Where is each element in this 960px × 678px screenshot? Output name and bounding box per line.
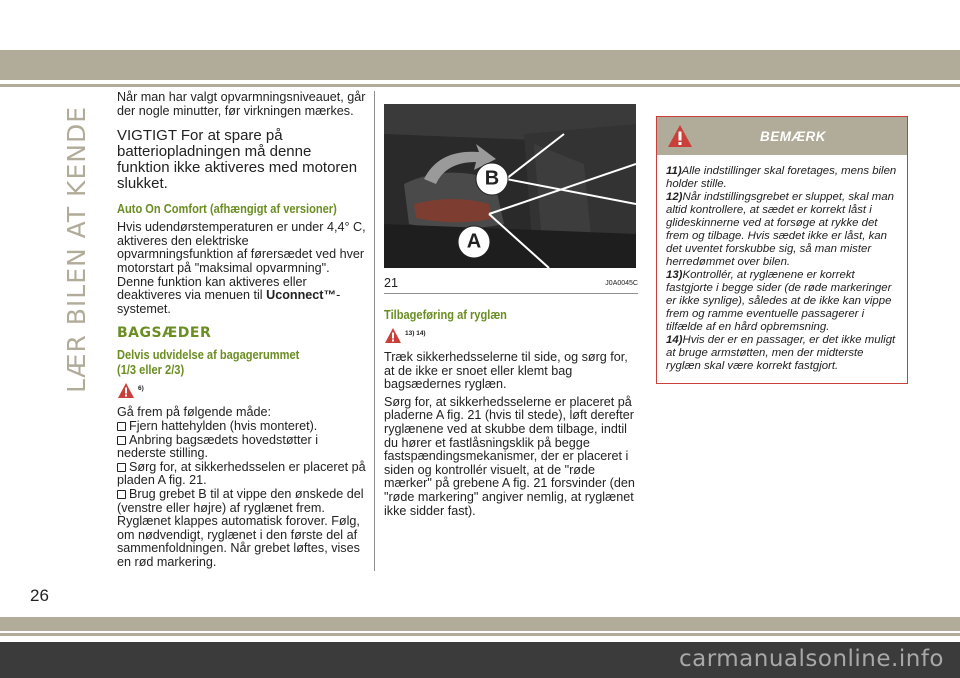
step-item — [117, 420, 367, 434]
note-item — [666, 269, 897, 334]
auto-on-comfort-heading: Auto On Comfort (afhængigt af versioner) — [117, 202, 337, 217]
note-item-text: Alle indstillinger skal foretages, mens bilen holder stille. — [666, 165, 897, 190]
figure-label-b: B — [484, 167, 500, 190]
note-item-text: Kontrollér, at ryglænene er korrekt fastgjorte i begge sider (de røde markeringer er ikke synlige), således at de ikke kan vippe frem og ramme eventuelle passagerer i tilfælde af en hård opbremsning. — [666, 269, 892, 333]
note-item-number: 12) — [666, 191, 683, 203]
watermark: carmanualsonline.info — [678, 646, 944, 672]
figure-number: 21 — [384, 276, 399, 290]
top-decor-bar — [0, 50, 960, 80]
bottom-decor-line — [0, 633, 960, 636]
note-item — [666, 334, 897, 373]
column-left — [117, 91, 367, 569]
auto-on-comfort-text — [117, 221, 367, 316]
backrest-para-2: Sørg for, at sikkerhedsselerne er placeret på pladerne A fig. 21 (hvis til stede), løft derefter ryglænene ved at skubbe dem tilbage, indtil du hører et fastlåsningsklik på begge fastspændingsmekanismer, der er placeret i siden og kontrollér visuelt, at de "røde mærker" på grebene A fig. 21 forsvinder (den "røde markering" angiver nemlig, at ryglænet ikke sidder fast). — [384, 394, 635, 518]
note-item — [666, 191, 897, 269]
intro-paragraph: Når man har valgt opvarmningsniveauet, går der nogle minutter, før virkningen mærkes. — [117, 90, 366, 118]
figure-label-a: A — [466, 230, 482, 253]
step-item — [117, 461, 367, 488]
warning-ref-number: 13) 14) — [405, 330, 426, 337]
auto-text-post: -systemet. — [117, 288, 341, 316]
page-number: 26 — [30, 586, 49, 605]
section-heading-rear-seats: BAGSÆDER — [117, 325, 212, 342]
warning-ref-number: 6) — [138, 385, 144, 393]
step-text: Sørg for, at sikkerhedsselen er placeret på pladen A fig. 21. — [117, 459, 366, 488]
note-item — [666, 165, 897, 191]
step-text: Anbring bagsædets hovedstøtter i nederste stilling. — [117, 432, 319, 461]
checkbox-icon — [117, 490, 126, 499]
step-item — [117, 434, 367, 461]
note-item-number: 11) — [666, 165, 682, 177]
note-item-number: 14) — [666, 334, 683, 346]
top-decor-line — [0, 84, 960, 87]
note-title: BEMÆRK — [760, 128, 826, 144]
note-header — [657, 117, 907, 155]
important-notice: VIGTIGT For at spare på batteriopladningen må denne funktion ikke aktiveres med motoren slukket. — [117, 127, 358, 193]
backrest-return-heading: Tilbageføring af ryglæn — [384, 308, 507, 322]
uconnect-brand: Uconnect™ — [266, 288, 337, 303]
step-item — [117, 488, 367, 515]
checkbox-icon — [117, 463, 126, 472]
procedure-intro: Gå frem på følgende måde: — [117, 405, 272, 420]
warning-triangle-icon — [384, 327, 402, 344]
figure-caption — [384, 276, 638, 294]
note-item-number: 13) — [666, 269, 683, 281]
checkbox-icon — [117, 422, 126, 431]
backrest-para-1: Træk sikkerhedsselerne til side, og sørg for, at de ikke er snoet eller klemt bag bagsædernes ryglæn. — [384, 350, 628, 392]
warning-reference — [117, 382, 367, 402]
seat-illustration — [384, 104, 636, 268]
bottom-decor-bar — [0, 617, 960, 631]
note-item-text: Når indstillingsgrebet er sluppet, skal man altid kontrollere, at sædet er korrekt låst i glideskinnerne ved at forsøge at rykke det frem og tilbage. Hvis sædet ikke er låst, kan det uventet forskubbe sig, så man mister herredømmet over bilen. — [666, 191, 894, 268]
warning-triangle-icon — [117, 382, 135, 399]
column-right — [656, 116, 908, 384]
checkbox-icon — [117, 436, 126, 445]
auto-text-pre: Hvis udendørstemperaturen er under 4,4° C, aktiveres den elektriske opvarmningsfunktion af førersædet ved hver motorstart på "maksimal opvarmning". Denne funktion kan aktiveres eller deaktiveres via menuen til — [117, 220, 366, 303]
side-chapter-title-text: LÆR BILEN AT KENDE — [62, 106, 91, 393]
column-separator — [374, 91, 375, 571]
partial-expansion-heading: Delvis udvidelse af bagagerummet — [117, 348, 300, 363]
step-text: Fjern hattehylden (hvis monteret). — [129, 418, 318, 433]
note-item-text: Hvis der er en passager, er det ikke muligt at bruge armstøtten, men der midterste ryglæn skal være korrekt fastgjort. — [666, 334, 896, 372]
figure-21-seat-photo — [384, 104, 636, 268]
step-text: Brug grebet B til at vippe den ønskede del (venstre eller højre) af ryglænet frem. — [117, 486, 364, 515]
procedure-outro: Ryglænet klappes automatisk forover. Følg, om nødvendigt, ryglænet i den første del af sammenfoldningen. Når grebet løftes, vises en rød markering. — [117, 514, 360, 569]
note-body — [657, 155, 907, 383]
warning-reference — [384, 327, 638, 347]
partial-expansion-subheading: (1/3 eller 2/3) — [117, 363, 185, 378]
warning-triangle-icon — [667, 124, 693, 148]
column-middle — [384, 104, 638, 518]
figure-code: J0A0045C — [605, 279, 638, 287]
note-box — [656, 116, 908, 384]
